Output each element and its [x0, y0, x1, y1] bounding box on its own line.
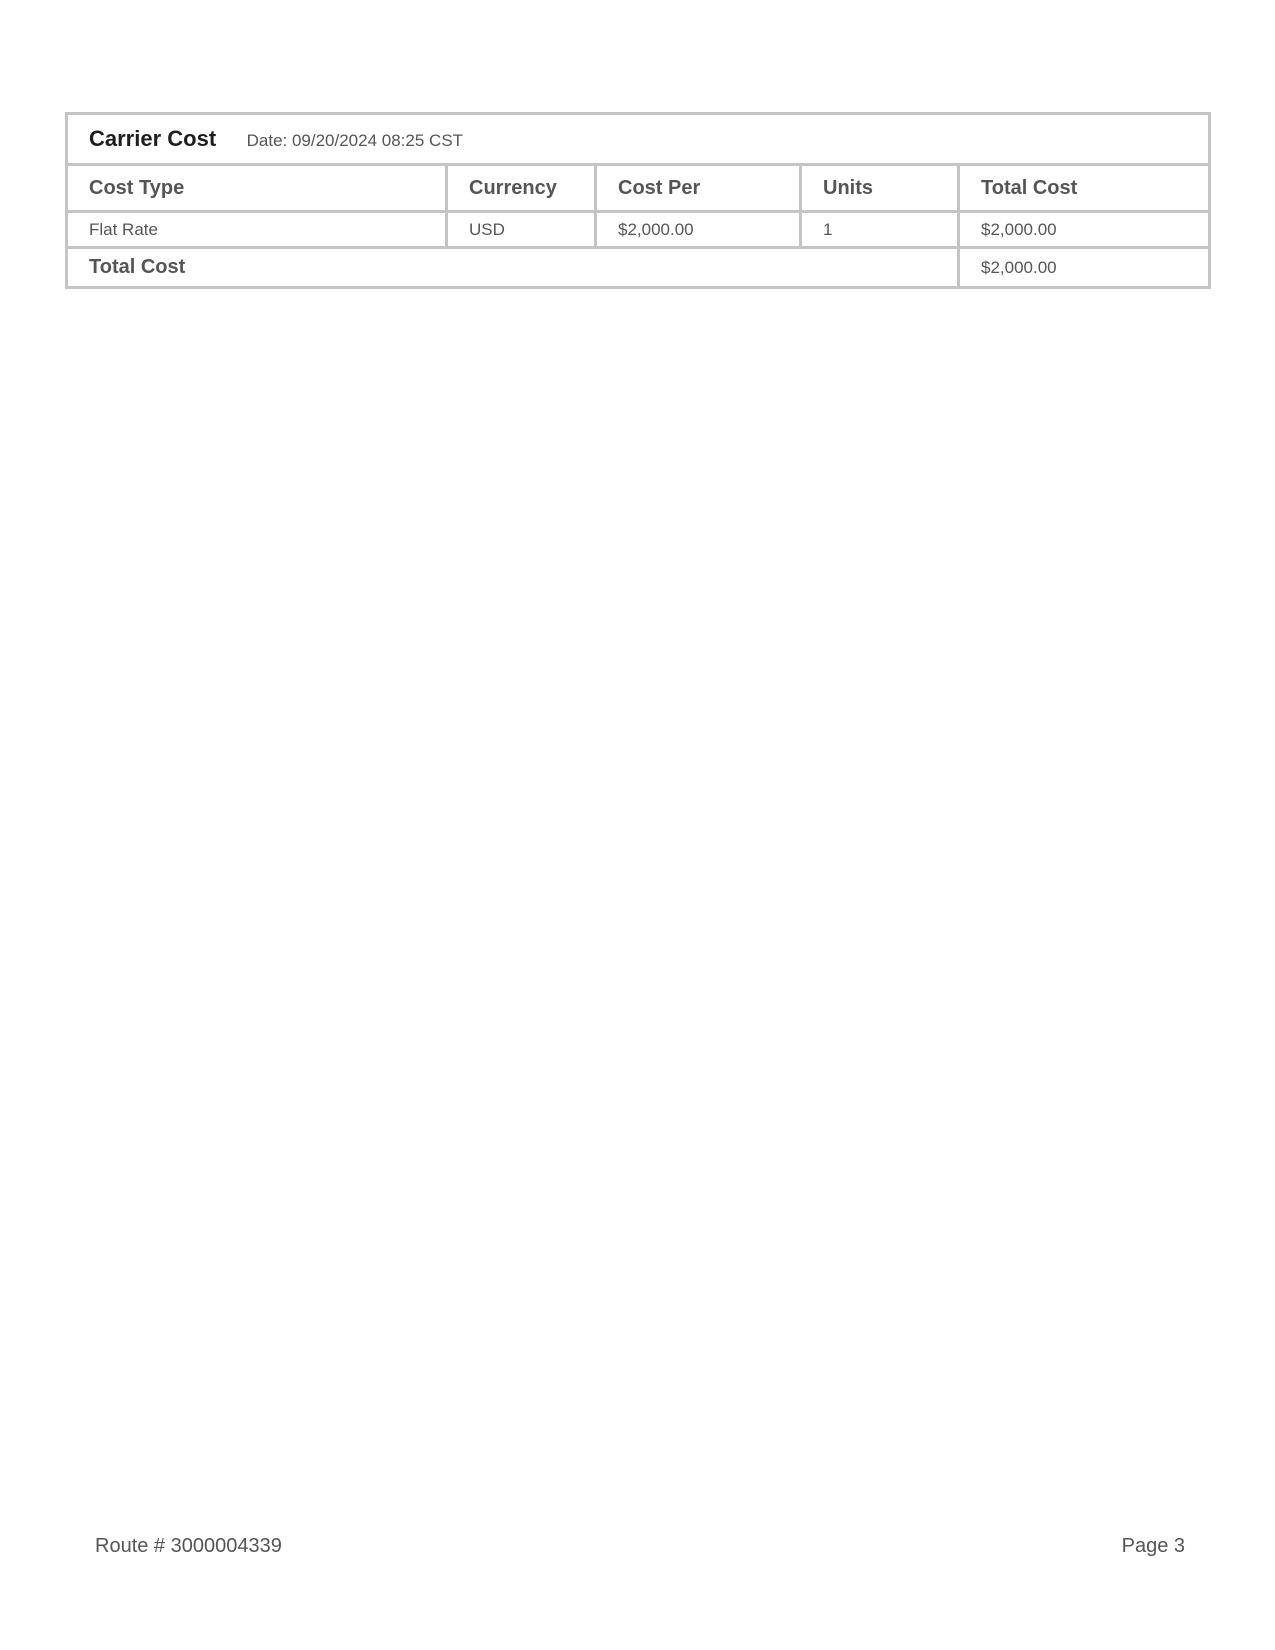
table-row: [67, 212, 1210, 248]
section-title: Carrier Cost: [89, 126, 217, 151]
section-date: Date: 09/20/2024 08:25 CST: [246, 131, 464, 150]
table-title-row: [67, 114, 1210, 165]
header-units: Units: [801, 165, 959, 212]
cell-cost-type: Flat Rate: [67, 212, 447, 248]
header-total-cost: Total Cost: [959, 165, 1210, 212]
header-currency: Currency: [447, 165, 596, 212]
cell-total-cost: $2,000.00: [959, 212, 1210, 248]
footer-route: Route # 3000004339: [95, 1535, 282, 1557]
cell-units: 1: [801, 212, 959, 248]
footer-page-number: Page 3: [1121, 1535, 1185, 1557]
cell-cost-per: $2,000.00: [596, 212, 801, 248]
header-cost-type: Cost Type: [67, 165, 447, 212]
cell-currency: USD: [447, 212, 596, 248]
table-total-row: [67, 248, 1210, 288]
table-title-cell: [67, 114, 1210, 165]
header-cost-per: Cost Per: [596, 165, 801, 212]
total-value: $2,000.00: [959, 248, 1210, 288]
carrier-cost-table: [65, 112, 1211, 289]
total-label: Total Cost: [67, 248, 959, 288]
table-header-row: [67, 165, 1210, 212]
